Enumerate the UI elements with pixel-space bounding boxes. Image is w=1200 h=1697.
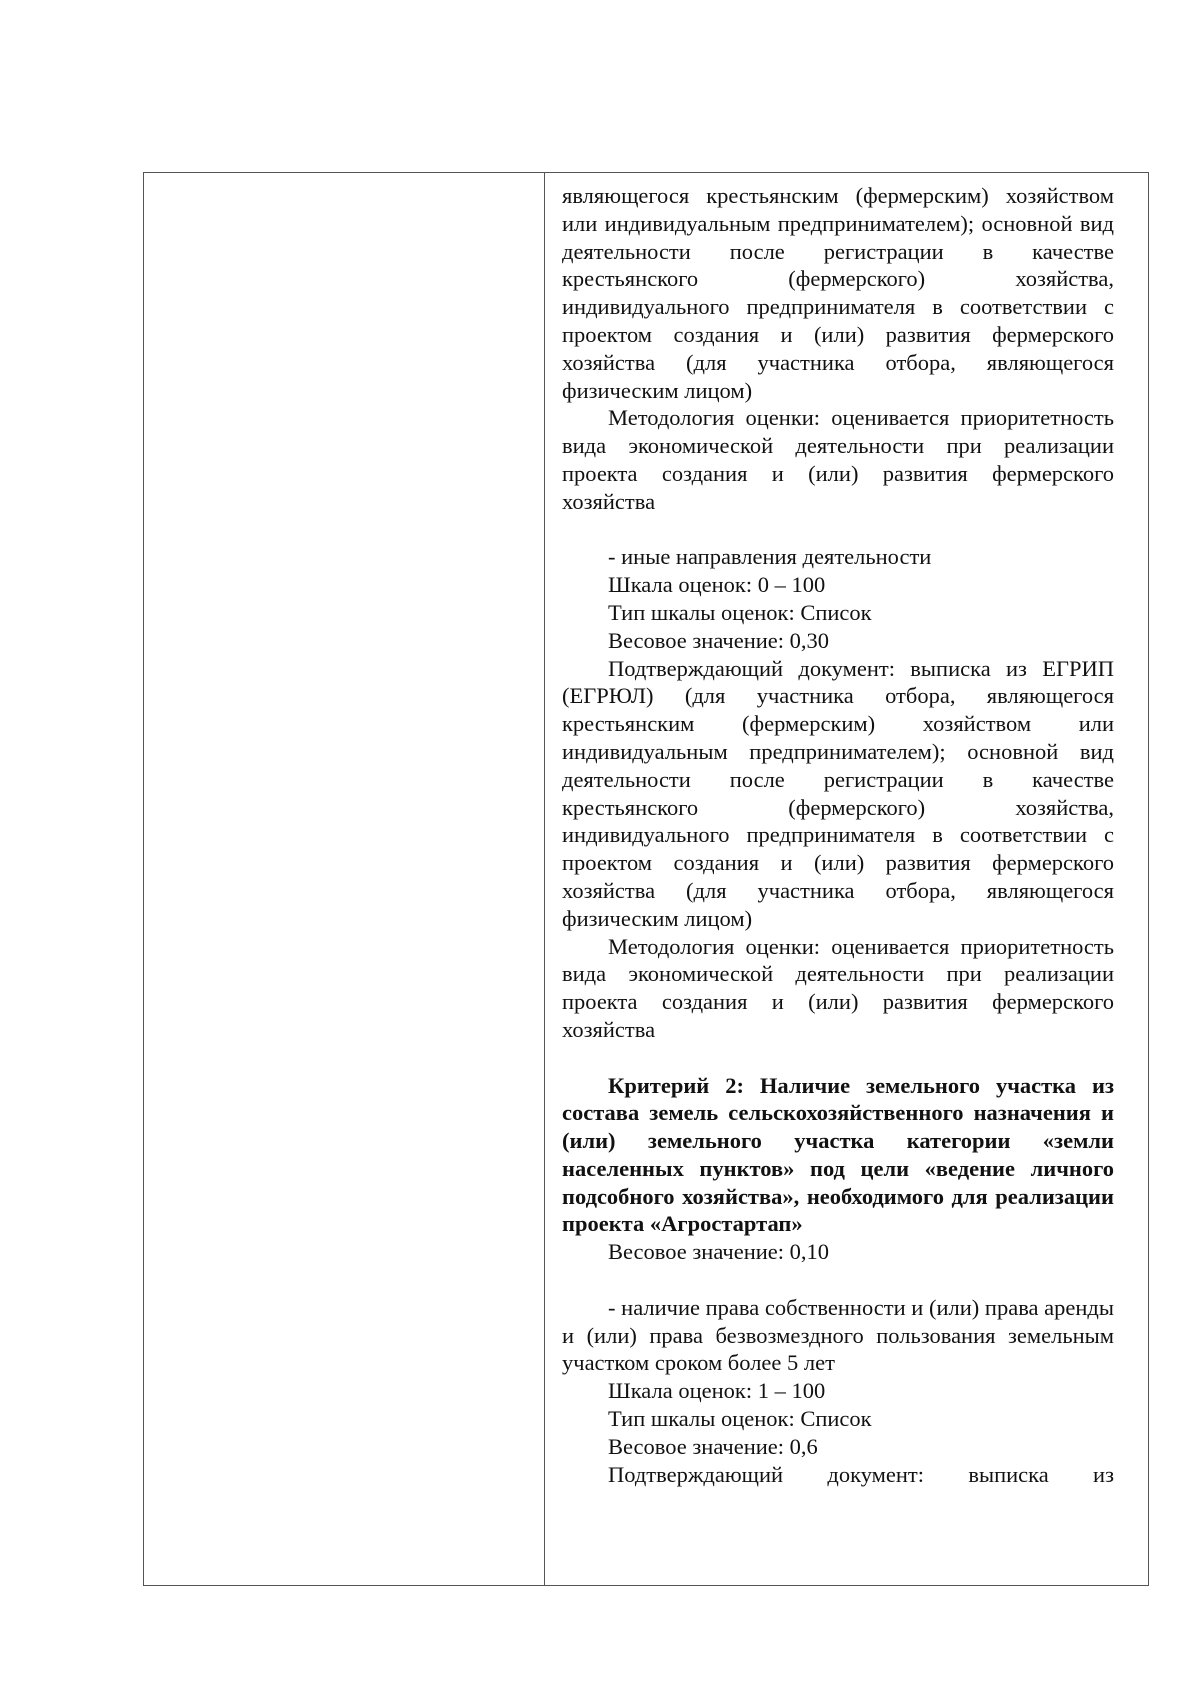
paragraph-gap <box>562 516 1114 544</box>
paragraph: - иные направления деятельности <box>608 544 932 570</box>
paragraph: Шкала оценок: 1 – 100 <box>608 1378 826 1404</box>
paragraph: Весовое значение: 0,10 <box>608 1239 830 1265</box>
paragraph: Весовое значение: 0,6 <box>608 1433 818 1459</box>
paragraph: Тип шкалы оценок: Список <box>608 1406 872 1432</box>
paragraph: Тип шкалы оценок: Список <box>608 599 872 625</box>
paragraph-gap <box>562 1266 1114 1294</box>
table-row <box>144 173 1149 1586</box>
paragraph: - наличие права собственности и (или) права аренды и (или) права безвозмездного пользования земельным участком сроком более 5 лет <box>562 1294 1114 1376</box>
paragraph: Подтверждающий документ: выписка из <box>608 1461 1114 1487</box>
table-cell-right <box>545 173 1149 1586</box>
paragraph-gap <box>562 1044 1114 1072</box>
paragraph: Методология оценки: оценивается приоритетность вида экономической деятельности при реализации проекта создания и (или) развития фермерского хозяйства <box>562 933 1114 1042</box>
paragraph: Весовое значение: 0,30 <box>608 627 830 653</box>
cell-content <box>562 182 1114 1488</box>
paragraph: Шкала оценок: 0 – 100 <box>608 572 826 598</box>
paragraph: Методология оценки: оценивается приоритетность вида экономической деятельности при реализации проекта создания и (или) развития фермерского хозяйства <box>562 405 1114 514</box>
criteria-table <box>143 172 1149 1586</box>
criterion-heading: Критерий 2: Наличие земельного участка из состава земель сельскохозяйственного назначения и (или) земельного участка категории «земли населенных пунктов» под цели «ведение личного подсобного хозяйства», необходимого для реализации проекта «Агростартап» <box>562 1072 1114 1237</box>
paragraph: Подтверждающий документ: выписка из ЕГРИП (ЕГРЮЛ) (для участника отбора, являющегося крестьянским (фермерским) хозяйством или индивидуальным предпринимателем); основной вид деятельности после регистрации в качестве крестьянского (фермерского) хозяйства, индивидуального предпринимателя в соответствии с проектом создания и (или) развития фермерского хозяйства (для участника отбора, являющегося физическим лицом) <box>562 655 1114 931</box>
paragraph: являющегося крестьянским (фермерским) хозяйством или индивидуальным предпринимателем); основной вид деятельности после регистрации в качестве крестьянского (фермерского) хозяйства, индивидуального предпринимателя в соответствии с проектом создания и (или) развития фермерского хозяйства (для участника отбора, являющегося физическим лицом) <box>562 183 1114 403</box>
table-cell-left <box>144 173 545 1586</box>
